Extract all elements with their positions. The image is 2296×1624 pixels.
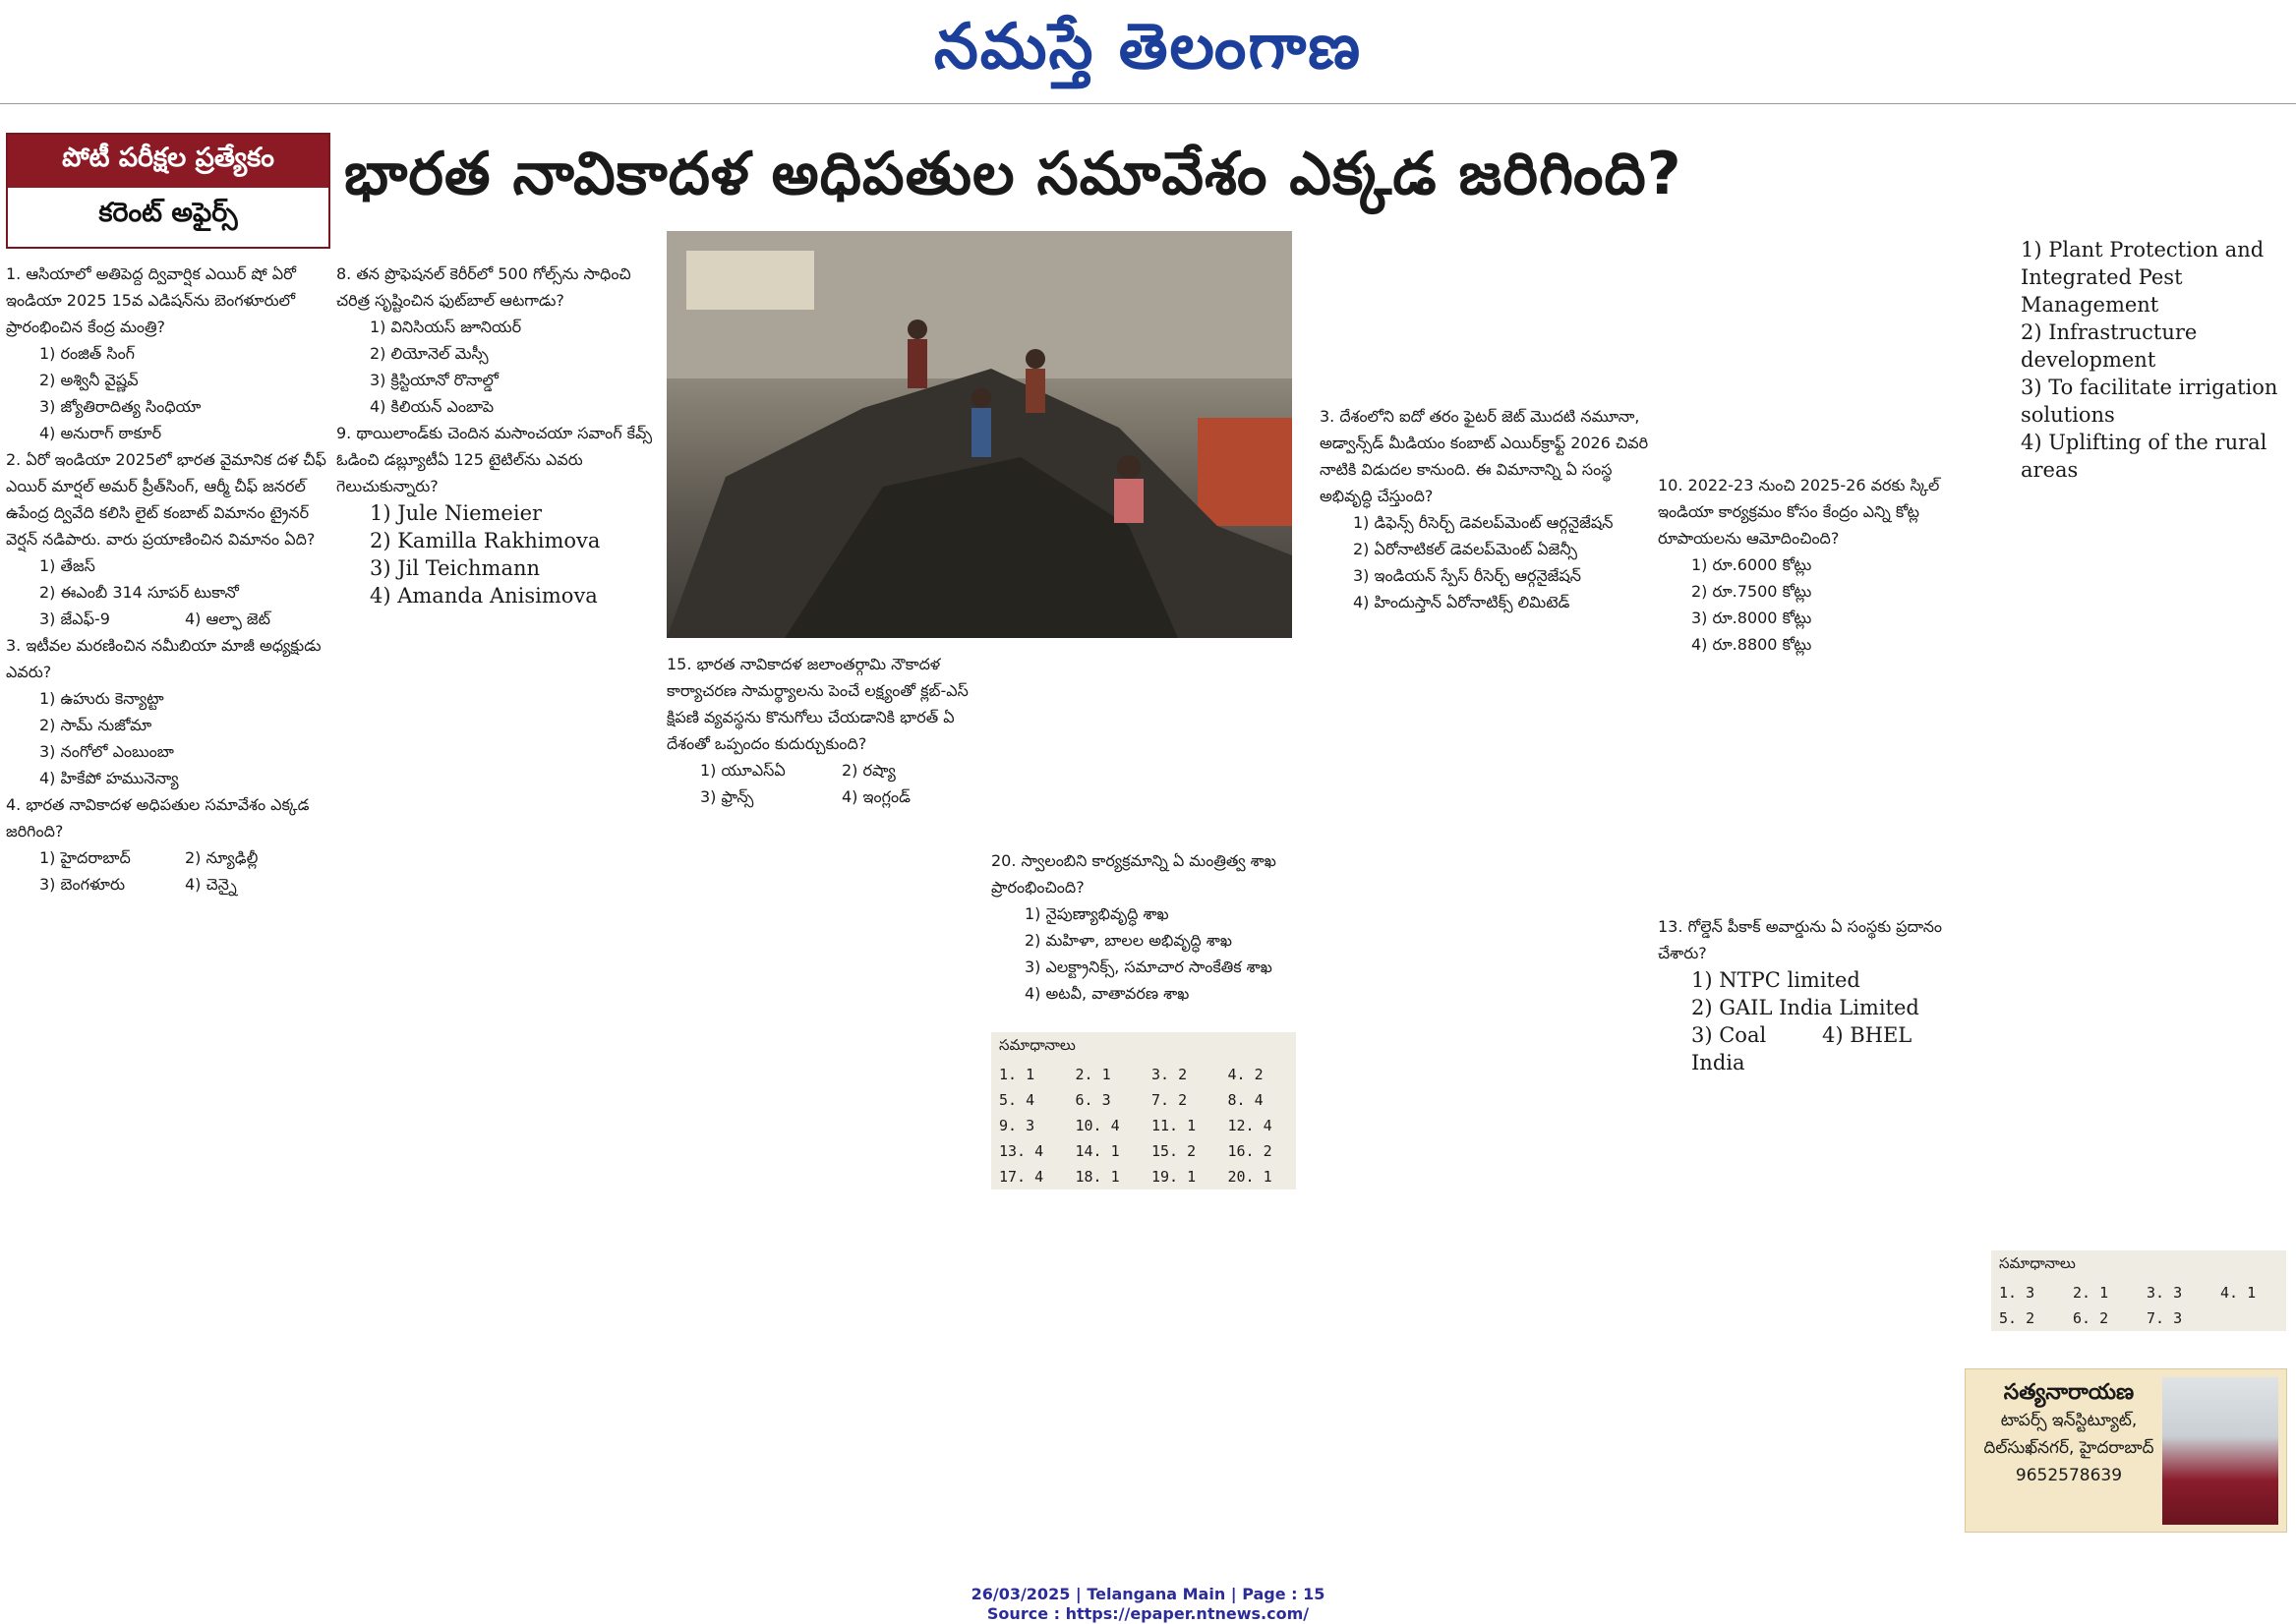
option: 2) న్యూఢిల్లీ [185, 848, 259, 867]
option-row [6, 844, 330, 871]
option-row [1658, 1021, 1953, 1076]
page-footer [0, 1585, 2296, 1624]
answer-cell: 1. 1 [999, 1066, 1035, 1083]
answer-key-1 [991, 1032, 1296, 1189]
question-3: 3. దేశంలోని ఐదో తరం ఫైటర్ జెట్ మొదటి నమూనా, అడ్వాన్స్‌డ్ మీడియం కంబాట్ ఎయిర్‌క్రాఫ్ట్ 2026 చివరి నాటికి విడుదల కానుంది. ఈ విమానాన్ని ఏ సంస్థ అభివృద్ధి చేస్తుంది? [1320, 407, 1649, 505]
option: 2) అశ్వినీ వైష్ణవ్ [39, 371, 139, 389]
column-1 [6, 261, 330, 898]
option: 3) నంగోలో ఎంబుంబా [39, 742, 174, 761]
answer-cell: 2. 1 [1075, 1066, 1111, 1083]
answer-cell: 8. 4 [1227, 1091, 1264, 1109]
answer-row [991, 1113, 1296, 1138]
question-15: 15. భారత నావికాదళ జలాంతర్గామి నౌకాదళ కార్యాచరణ సామర్థ్యాలను పెంచే లక్ష్యంతో క్లబ్-ఎస్ క్షిపణి వ్యవస్థను కొనుగోలు చేయడానికి భారత్ ఏ దేశంతో ఒప్పందం కుదుర్చుకుంది? [667, 655, 969, 753]
option: 3) క్రిస్టియానో రొనాల్డో [370, 371, 499, 389]
option: 4) Uplifting of the rural areas [2021, 431, 2267, 482]
option: 4) హిందుస్తాన్ ఏరోనాటిక్స్ లిమిటెడ్ [1353, 593, 1570, 611]
author-place: దిల్‌సుఖ్‌నగర్, హైదరాబాద్ [1983, 1438, 2154, 1458]
option: 4) BHEL [1822, 1023, 1913, 1047]
option: 4) కిలియన్ ఎంబాపె [370, 397, 495, 416]
question-2: 2. ఏరో ఇండియా 2025లో భారత వైమానిక దళ చీఫ్ ఎయిర్ మార్షల్ అమర్ ప్రీత్‌సింగ్, ఆర్మీ చీఫ్ జనరల్ ఉపేంద్ర ద్వివేది కలిసి లైట్ కంబాట్ విమానం ట్రైనర్ వెర్షన్ నడిపారు. వారు ప్రయాణించిన విమానం ఏది? [6, 450, 326, 549]
option: 2) ఏరోనాటికల్ డెవలప్‌మెంట్ ఏజెన్సీ [1353, 540, 1578, 558]
answer-cell: 5. 4 [999, 1091, 1035, 1109]
column-2 [336, 261, 661, 609]
option: 3) To facilitate irrigation solutions [2021, 376, 2278, 427]
option: 3) ఎలక్ట్రానిక్స్, సమాచార సాంకేతిక శాఖ [1025, 957, 1272, 976]
option: 1) డిఫెన్స్ రీసెర్చ్ డెవలప్‌మెంట్ ఆర్గనైజేషన్ [1353, 513, 1614, 532]
author-photo [2162, 1377, 2278, 1525]
column-4 [991, 847, 1308, 1007]
option: 2) ఈఎంబీ 314 సూపర్ టుకానో [39, 583, 239, 602]
answer-row [991, 1164, 1296, 1189]
answer-cell: 7. 3 [2147, 1309, 2183, 1327]
section-label-top: పోటీ పరీక్షల ప్రత్యేకం [8, 135, 328, 188]
option: 3) జ్యోతిరాదిత్య సింధియా [39, 397, 202, 416]
question-3: 3. ఇటీవల మరణించిన నమీబియా మాజీ అధ్యక్షుడు ఎవరు? [6, 636, 322, 681]
answer-row [991, 1087, 1296, 1113]
option-row [667, 783, 983, 810]
column-5 [1320, 403, 1654, 615]
answer-cell: 1. 3 [1999, 1284, 2035, 1302]
option: 3) Coal India [1691, 1023, 1767, 1074]
answer-cell: 3. 3 [2147, 1284, 2183, 1302]
answer-key-title: సమాధానాలు [999, 1036, 1076, 1054]
answer-cell: 19. 1 [1151, 1168, 1197, 1186]
answer-cell: 18. 1 [1075, 1168, 1120, 1186]
answer-cell: 4. 2 [1227, 1066, 1264, 1083]
answer-cell: 17. 4 [999, 1168, 1044, 1186]
answer-cell: 6. 3 [1075, 1091, 1111, 1109]
author-name: సత్యనారాయణ [2003, 1380, 2135, 1405]
column-7 [2021, 236, 2291, 484]
answer-cell: 7. 2 [1151, 1091, 1188, 1109]
column-6 [1658, 472, 1953, 1076]
option: 3) రూ.8000 కోట్లు [1691, 609, 1812, 627]
answer-cell: 4. 1 [2220, 1284, 2257, 1302]
answer-cell: 15. 2 [1151, 1142, 1197, 1160]
option: 4) ఆల్ఫా జెట్ [185, 609, 270, 628]
headline: భారత నావికాదళ అధిపతుల సమావేశం ఎక్కడ జరిగింది? [344, 140, 1682, 208]
option: 2) మహిళా, బాలల అభివృద్ధి శాఖ [1025, 931, 1232, 950]
option: 3) Jil Teichmann [370, 556, 541, 580]
option-row [667, 757, 983, 783]
answer-cell: 20. 1 [1227, 1168, 1272, 1186]
question-13: 13. గోల్డెన్ పీకాక్ అవార్డును ఏ సంస్థకు ప్రదానం చేశారు? [1658, 917, 1943, 962]
column-3 [667, 651, 983, 810]
question-4: 4. భారత నావికాదళ అధిపతుల సమావేశం ఎక్కడ జరిగింది? [6, 795, 310, 841]
option: 1) రూ.6000 కోట్లు [1691, 555, 1812, 574]
author-box [1965, 1368, 2287, 1533]
masthead-logo: నమస్తే తెలంగాణ [933, 10, 1363, 84]
answer-table [1991, 1280, 2286, 1331]
answer-cell: 9. 3 [999, 1117, 1035, 1134]
option: 1) తేజస్ [39, 556, 95, 575]
question-10: 10. 2022-23 నుంచి 2025-26 వరకు స్కిల్ ఇండియా కార్యక్రమం కోసం కేంద్రం ఎన్ని కోట్ల రూపాయలను ఆమోదించింది? [1658, 476, 1940, 548]
question-8: 8. తన ప్రొఫెషనల్ కెరీర్‌లో 500 గోల్స్‌ను సాధించి చరిత్ర సృష్టించిన ఫుట్‌బాల్ ఆటగాడు? [336, 264, 631, 310]
section-label-bottom: కరెంట్ అఫైర్స్ [98, 198, 238, 228]
option: 1) Jule Niemeier [370, 501, 543, 525]
option: 1) ఉహురు కెన్యాట్టా [39, 689, 164, 708]
footer-source-link[interactable]: Source : https://epaper.ntnews.com/ [986, 1604, 1310, 1623]
answer-key-2 [1991, 1250, 2286, 1331]
answer-row [991, 1062, 1296, 1087]
author-institute: టాపర్స్ ఇన్‌స్టిట్యూట్, [2000, 1411, 2138, 1430]
question-9: 9. థాయిలాండ్‌కు చెందిన మసాంచయా సవాంగ్ కేవ్స్ ఓడించి డబ్ల్యూటీఏ 125 టైటిల్‌ను ఎవరు గెలుచుకున్నారు? [336, 424, 653, 495]
option: 1) హైదరాబాద్ [39, 848, 131, 867]
option: 2) Kamilla Rakhimova [370, 529, 601, 552]
answer-cell: 13. 4 [999, 1142, 1044, 1160]
option: 4) రూ.8800 కోట్లు [1691, 635, 1812, 654]
option: 1) నైపుణ్యాభివృద్ధి శాఖ [1025, 904, 1169, 923]
option: 3) జేఎఫ్-9 [39, 609, 110, 628]
option: 4) ఇంగ్లండ్ [842, 787, 911, 806]
question-20: 20. స్వాలంబిని కార్యక్రమాన్ని ఏ మంత్రిత్వ శాఖ ప్రారంభించింది? [991, 851, 1276, 897]
option: 2) సామ్ నుజోమా [39, 716, 152, 734]
section-label [6, 133, 330, 249]
answer-cell: 5. 2 [1999, 1309, 2035, 1327]
option: 4) అటవీ, వాతావరణ శాఖ [1025, 984, 1190, 1003]
option: 4) హికేపో హమునెన్యా [39, 769, 179, 787]
option: 2) GAIL India Limited [1691, 996, 1919, 1019]
option: 2) Infrastructure development [2021, 320, 2198, 372]
answer-key-title: సమాధానాలు [1999, 1254, 2076, 1272]
option-row [6, 606, 330, 632]
option-row [6, 552, 330, 579]
option: 1) NTPC limited [1691, 968, 1860, 992]
option: 2) లియోనెల్ మెస్సీ [370, 344, 489, 363]
answer-row [1991, 1305, 2286, 1331]
masthead-divider [0, 103, 2296, 104]
answer-cell: 14. 1 [1075, 1142, 1120, 1160]
answer-cell: 16. 2 [1227, 1142, 1272, 1160]
answer-table [991, 1062, 1296, 1189]
answer-row [991, 1138, 1296, 1164]
option: 4) అనురాగ్ ఠాకూర్ [39, 424, 162, 442]
coal-workers-photo [667, 231, 1292, 638]
option: 3) ఫ్రాన్స్ [700, 787, 754, 806]
footer-date-page: 26/03/2025 | Telangana Main | Page : 15 [971, 1585, 1325, 1603]
option: 2) రూ.7500 కోట్లు [1691, 582, 1812, 601]
option: 4) చెన్నై [185, 875, 237, 894]
answer-row [1991, 1280, 2286, 1305]
option: 2) రష్యా [842, 761, 896, 780]
answer-cell: 2. 1 [2073, 1284, 2109, 1302]
answer-cell [2212, 1305, 2286, 1331]
answer-cell: 3. 2 [1151, 1066, 1188, 1083]
author-phone: 9652578639 [2015, 1466, 2123, 1485]
option: 1) రంజిత్ సింగ్ [39, 344, 136, 363]
option: 4) Amanda Anisimova [370, 584, 598, 608]
answer-cell: 12. 4 [1227, 1117, 1272, 1134]
question-1: 1. ఆసియాలో అతిపెద్ద ద్వివార్షిక ఎయిర్ షో ఏరో ఇండియా 2025 15వ ఎడిషన్‌ను బెంగళూరులో ప్రారంభించిన కేంద్ర మంత్రి? [6, 264, 297, 336]
option-row [6, 871, 330, 898]
answer-cell: 6. 2 [2073, 1309, 2109, 1327]
author-details [1975, 1379, 2162, 1489]
answer-cell: 10. 4 [1075, 1117, 1120, 1134]
option: 1) Plant Protection and Integrated Pest Management [2021, 238, 2265, 317]
option: 3) బెంగళూరు [39, 875, 126, 894]
option: 3) ఇండియన్ స్పేస్ రీసెర్చ్ ఆర్గనైజేషన్ [1353, 566, 1582, 585]
answer-cell: 11. 1 [1151, 1117, 1197, 1134]
option: 1) యూఎస్‌ఏ [700, 761, 786, 780]
option: 1) వినిసియస్ జూనియర్ [370, 318, 522, 336]
